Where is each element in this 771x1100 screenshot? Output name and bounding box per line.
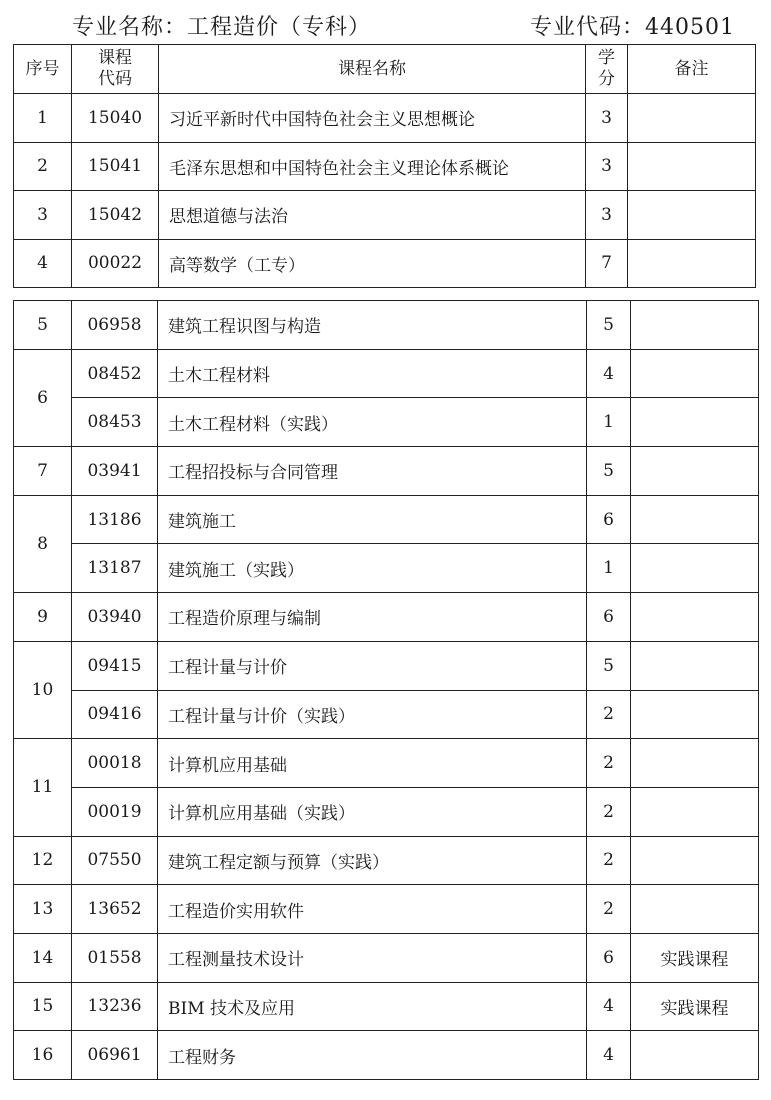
header-credit: 学 分 <box>586 45 628 94</box>
row-seq: 6 <box>14 349 72 446</box>
row-name: 土木工程材料 <box>158 349 587 398</box>
row-note: 实践课程 <box>631 982 759 1031</box>
major-name: 专业名称：工程造价（专科） <box>72 15 372 40</box>
row-seq: 13 <box>14 885 72 934</box>
row-name: BIM 技术及应用 <box>158 982 587 1031</box>
row-name: 建筑施工 <box>158 495 587 544</box>
table-row <box>14 301 759 350</box>
row-name: 毛泽东思想和中国特色社会主义理论体系概论 <box>159 142 586 191</box>
row-note <box>631 836 759 885</box>
row-note <box>631 1031 759 1080</box>
row-name: 计算机应用基础 <box>158 739 587 788</box>
row-code: 06958 <box>72 301 158 350</box>
row-seq: 16 <box>14 1031 72 1080</box>
row-name: 工程计量与计价（实践） <box>158 690 587 739</box>
row-seq: 3 <box>14 191 72 240</box>
row-name: 建筑工程定额与预算（实践） <box>158 836 587 885</box>
row-credit: 2 <box>587 690 631 739</box>
table-row <box>14 933 759 982</box>
table-row <box>14 349 759 398</box>
row-name: 建筑施工（实践） <box>158 544 587 593</box>
row-code: 13652 <box>72 885 158 934</box>
row-credit: 7 <box>586 239 628 288</box>
row-name: 工程造价原理与编制 <box>158 593 587 642</box>
row-code: 09416 <box>72 690 158 739</box>
row-name: 工程招投标与合同管理 <box>158 447 587 496</box>
row-note <box>631 690 759 739</box>
row-credit: 2 <box>587 739 631 788</box>
row-name: 高等数学（工专） <box>159 239 586 288</box>
row-note <box>631 398 759 447</box>
row-note <box>628 239 756 288</box>
table-row <box>14 787 759 836</box>
row-code: 15042 <box>72 191 159 240</box>
row-name: 建筑工程识图与构造 <box>158 301 587 350</box>
row-code: 08452 <box>72 349 158 398</box>
row-code: 13187 <box>72 544 158 593</box>
header-seq: 序号 <box>14 45 72 94</box>
row-credit: 2 <box>587 885 631 934</box>
row-code: 01558 <box>72 933 158 982</box>
row-note <box>628 142 756 191</box>
row-name: 工程测量技术设计 <box>158 933 587 982</box>
table-row <box>14 447 759 496</box>
row-code: 15040 <box>72 94 159 143</box>
row-credit: 5 <box>587 641 631 690</box>
row-code: 07550 <box>72 836 158 885</box>
row-seq: 9 <box>14 593 72 642</box>
row-credit: 2 <box>587 787 631 836</box>
row-seq: 15 <box>14 982 72 1031</box>
row-seq: 5 <box>14 301 72 350</box>
row-credit: 3 <box>586 94 628 143</box>
row-code: 00019 <box>72 787 158 836</box>
row-code: 00018 <box>72 739 158 788</box>
row-credit: 5 <box>587 447 631 496</box>
row-credit: 4 <box>587 1031 631 1080</box>
row-credit: 3 <box>586 191 628 240</box>
major-code: 专业代码：440501 <box>530 15 735 40</box>
row-credit: 6 <box>587 933 631 982</box>
row-code: 06961 <box>72 1031 158 1080</box>
row-seq: 12 <box>14 836 72 885</box>
row-name: 计算机应用基础（实践） <box>158 787 587 836</box>
row-seq: 14 <box>14 933 72 982</box>
row-note <box>631 447 759 496</box>
table-row <box>14 593 759 642</box>
row-name: 工程造价实用软件 <box>158 885 587 934</box>
row-note <box>631 641 759 690</box>
table-row <box>14 191 756 240</box>
row-credit: 2 <box>587 836 631 885</box>
row-seq: 10 <box>14 641 72 738</box>
row-credit: 5 <box>587 301 631 350</box>
row-code: 03940 <box>72 593 158 642</box>
row-note <box>631 544 759 593</box>
row-name: 工程计量与计价 <box>158 641 587 690</box>
table-row <box>14 1031 759 1080</box>
row-note <box>631 593 759 642</box>
row-name: 工程财务 <box>158 1031 587 1080</box>
row-note <box>631 739 759 788</box>
table-row <box>14 398 759 447</box>
table-row <box>14 641 759 690</box>
header-note: 备注 <box>628 45 756 94</box>
row-seq: 2 <box>14 142 72 191</box>
row-code: 13236 <box>72 982 158 1031</box>
table-row <box>14 495 759 544</box>
table-row <box>14 739 759 788</box>
table-row <box>14 836 759 885</box>
row-seq: 8 <box>14 495 72 592</box>
row-credit: 6 <box>587 593 631 642</box>
row-code: 09415 <box>72 641 158 690</box>
row-code: 13186 <box>72 495 158 544</box>
table-row <box>14 690 759 739</box>
row-code: 00022 <box>72 239 159 288</box>
row-note <box>631 495 759 544</box>
table-row <box>14 94 756 143</box>
table-row <box>14 544 759 593</box>
row-name: 思想道德与法治 <box>159 191 586 240</box>
row-note: 实践课程 <box>631 933 759 982</box>
row-note <box>631 301 759 350</box>
course-table-part-2 <box>13 300 759 1080</box>
row-seq: 4 <box>14 239 72 288</box>
row-credit: 6 <box>587 495 631 544</box>
row-note <box>628 94 756 143</box>
row-credit: 4 <box>587 349 631 398</box>
row-credit: 1 <box>587 544 631 593</box>
course-table-part-1 <box>13 44 756 288</box>
row-seq: 7 <box>14 447 72 496</box>
header-code: 课程 代码 <box>72 45 159 94</box>
table-row <box>14 885 759 934</box>
table-row <box>14 239 756 288</box>
row-note <box>628 191 756 240</box>
row-name: 习近平新时代中国特色社会主义思想概论 <box>159 94 586 143</box>
row-code: 03941 <box>72 447 158 496</box>
row-credit: 3 <box>586 142 628 191</box>
header-name: 课程名称 <box>159 45 586 94</box>
table-row <box>14 982 759 1031</box>
row-seq: 11 <box>14 739 72 836</box>
row-credit: 1 <box>587 398 631 447</box>
row-note <box>631 885 759 934</box>
row-code: 15041 <box>72 142 159 191</box>
row-code: 08453 <box>72 398 158 447</box>
row-name: 土木工程材料（实践） <box>158 398 587 447</box>
row-note <box>631 349 759 398</box>
row-credit: 4 <box>587 982 631 1031</box>
row-seq: 1 <box>14 94 72 143</box>
table-row <box>14 142 756 191</box>
row-note <box>631 787 759 836</box>
table-header-row <box>14 45 756 94</box>
